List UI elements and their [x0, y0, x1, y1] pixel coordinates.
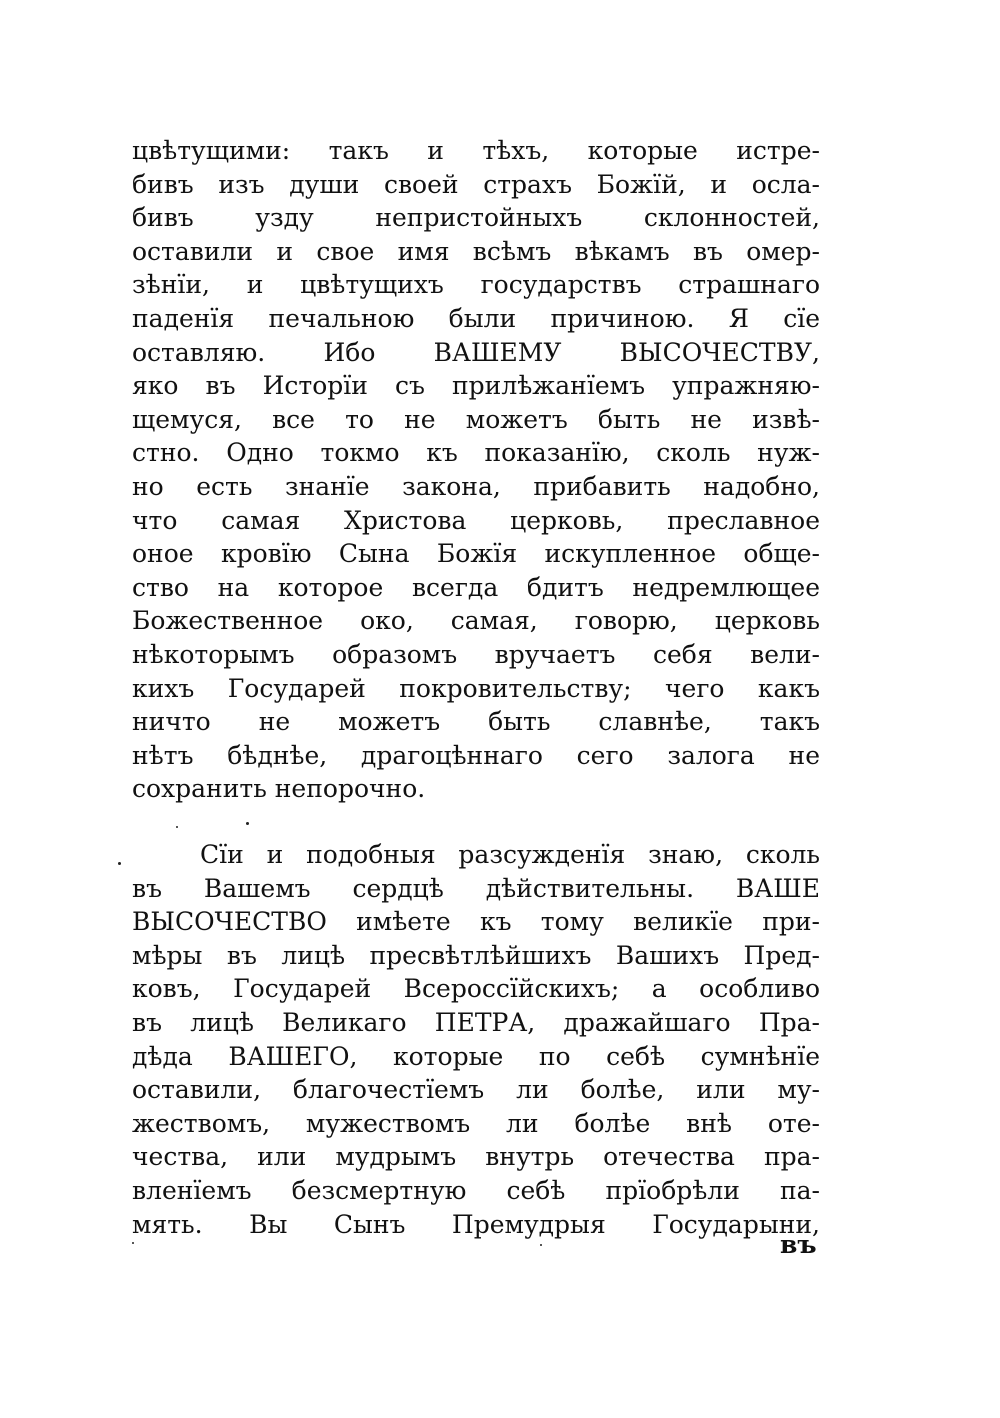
text-line: стно. Одно токмо къ показанїю, сколь нуж-	[132, 438, 820, 468]
text-line: мять. Вы Сынъ Премудрыя Государыни,	[132, 1209, 820, 1239]
text-line: что самая Христова церковь, преславное	[132, 505, 820, 535]
text-line: ковъ, Государей Всероссїйскихъ; а особливо	[132, 974, 820, 1004]
text-line: въ лицѣ Великаго ПЕТРА, дражайшаго Пра-	[132, 1007, 820, 1037]
text-line: цвѣтущими: такъ и тѣхъ, которые истре-	[132, 136, 820, 165]
text-line: сохранить непорочно.	[132, 774, 426, 804]
scan-speck	[176, 826, 178, 828]
paragraph-2	[132, 838, 820, 1241]
paragraph-1	[132, 134, 820, 806]
text-line: чества, или мудрымъ внутрь отечества пра-	[132, 1142, 820, 1172]
text-line: мѣры въ лицѣ пресвѣтлѣйшихъ Вашихъ Пред-	[132, 940, 820, 970]
text-line: вленїемъ безсмертную себѣ прїобрѣли па-	[132, 1175, 820, 1205]
text-line: дѣда ВАШЕГО, которые по себѣ сумнѣнїе	[132, 1041, 820, 1071]
text-line: Божественное око, самая, говорю, церковь	[132, 606, 820, 636]
text-line: оставили и свое имя всѣмъ вѣкамъ въ омер-	[132, 236, 820, 266]
scan-speck	[540, 1244, 542, 1246]
text-line: бивъ узду непристойныхъ склонностей,	[132, 203, 820, 233]
scan-speck	[132, 1242, 134, 1244]
text-line: щемуся, все то не можетъ быть не извѣ-	[132, 404, 820, 434]
text-line: оставляю. Ибо ВАШЕМУ ВЫСОЧЕСТВУ,	[132, 337, 820, 367]
text-line: ничто не можетъ быть славнѣе, такъ	[132, 707, 820, 737]
text-line: Сїи и подобныя разсужденїя знаю, сколь	[200, 840, 820, 869]
text-line: нѣкоторымъ образомъ вручаетъ себя вели-	[132, 639, 820, 669]
text-line: ство на которое всегда бдитъ недремлющее	[132, 572, 820, 602]
scan-speck	[118, 862, 121, 865]
text-line: зѣнїи, и цвѣтущихъ государствъ страшнаго	[132, 270, 820, 300]
text-line: нѣтъ бѣднѣе, драгоцѣннаго сего залога не	[132, 740, 820, 770]
text-line: яко въ Исторїи съ прилѣжанїемъ упражняю-	[132, 371, 820, 401]
scan-speck	[246, 822, 249, 825]
text-line: жествомъ, мужествомъ ли болѣе внѣ оте-	[132, 1108, 820, 1138]
text-line: оставили, благочестїемъ ли болѣе, или му-	[132, 1075, 820, 1105]
text-line: кихъ Государей покровительству; чего какъ	[132, 673, 820, 703]
catchword: въ	[780, 1230, 817, 1259]
text-line: бивъ изъ души своей страхъ Божїй, и осла-	[132, 169, 820, 199]
text-line: оное кровїю Сына Божїя искупленное обще-	[132, 539, 820, 569]
text-line: ВЫСОЧЕСТВО имѣете къ тому великїе при-	[132, 907, 820, 937]
text-line: паденїя печальною были причиною. Я сїе	[132, 303, 820, 333]
text-line: въ Вашемъ сердцѣ дѣйствительны. ВАШЕ	[132, 873, 820, 903]
text-line: но есть знанїе закона, прибавить надобно,	[132, 471, 820, 501]
